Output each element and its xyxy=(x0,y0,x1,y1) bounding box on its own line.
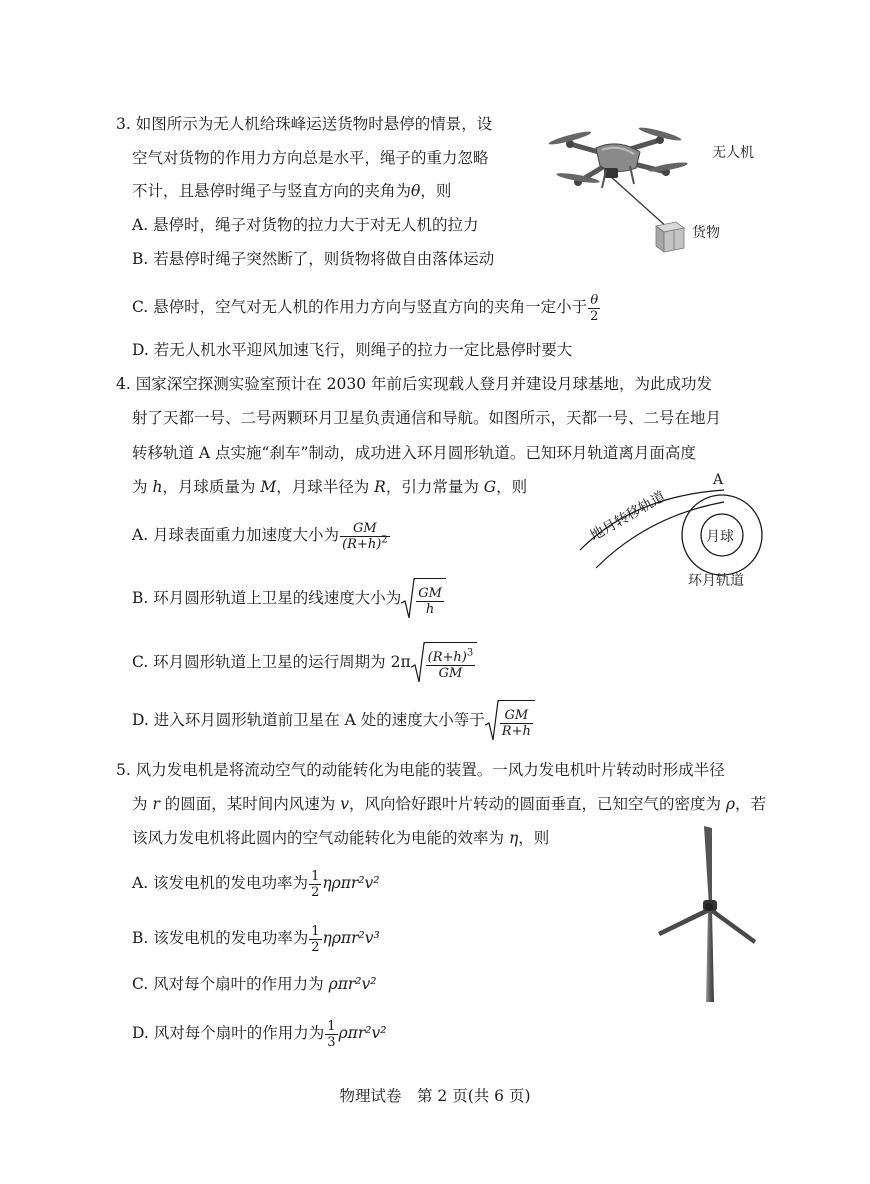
q3-stem-line-1: 3. 如图所示为无人机给珠峰运送货物时悬停的情景，设 xyxy=(116,115,493,133)
sqrt-gm-over-r-plus-h: $\frac{GM}{R+h}$ xyxy=(485,700,535,742)
sqrt-gm-over-h: $\frac{GM}{h}$ xyxy=(401,578,446,620)
one-half-fraction: $\frac{1}{2}$ xyxy=(311,923,320,955)
page-footer: 物理试卷 第 2 页(共 6 页) xyxy=(339,1087,531,1105)
q4-stem-line-3: 转移轨道 A 点实施“刹车”制动，成功进入环月圆形轨道。已知环月轨道离月面高度 xyxy=(132,444,696,462)
lunar-orbit-label: 环月轨道 xyxy=(688,573,744,589)
q4-stem-line-4: 为 h，月球质量为 M，月球半径为 R，引力常量为 G，则 xyxy=(132,478,528,496)
q4-option-b: B. 环月圆形轨道上卫星的线速度大小为 $\frac{GM}{h}$ xyxy=(132,578,446,620)
q4-option-c: C. 环月圆形轨道上卫星的运行周期为 2π $\frac{(R+h)^3}{GM}$ xyxy=(132,642,477,684)
q5-option-d: D. 风对每个扇叶的作用力为 $\frac{1}{3}$ ρπr²v² xyxy=(132,1018,387,1050)
turbine-tower xyxy=(706,910,714,1002)
q4-stem-line-1: 4. 国家深空探测实验室预计在 2030 年前后实现载人登月并建设月球基地，为此成功发 xyxy=(116,375,713,393)
q5-stem-line-1: 5. 风力发电机是将流动空气的动能转化为电能的装置。一风力发电机叶片转动时形成半径 xyxy=(116,761,725,779)
q3-option-c: C. 悬停时，空气对无人机的作用力方向与竖直方向的夹角一定小于 $\frac{\theta}{2}$ xyxy=(132,292,599,324)
turbine-blade-up xyxy=(704,826,712,906)
cargo-label: 货物 xyxy=(692,225,720,241)
q4-option-d: D. 进入环月圆形轨道前卫星在 A 处的速度大小等于 $\frac{GM}{R+h}$ xyxy=(132,700,535,742)
q5-stem-line-2: 为 r 的圆面，某时间内风速为 v，风向恰好跟叶片转动的圆面垂直，已知空气的密度为 ρ，若 xyxy=(132,795,767,813)
q4-stem-line-2: 射了天都一号、二号两颗环月卫星负责通信和导航。如图所示，天都一号、二号在地月 xyxy=(132,409,722,427)
point-a-label: A xyxy=(713,472,724,488)
q3-option-b: B. 若悬停时绳子突然断了，则货物将做自由落体运动 xyxy=(132,250,495,268)
q4-option-a: A. 月球表面重力加速度大小为 $\frac{GM}{(R+h)^2}$ xyxy=(132,520,388,552)
one-third-fraction: $\frac{1}{3}$ xyxy=(327,1018,336,1050)
sqrt-rh3-over-gm: $\frac{(R+h)^3}{GM}$ xyxy=(411,642,478,684)
q3-option-a: A. 悬停时，绳子对货物的拉力大于对无人机的拉力 xyxy=(132,216,479,234)
wind-turbine-figure xyxy=(656,822,760,1004)
gm-over-rh2-fraction: $\frac{GM}{(R+h)^2}$ xyxy=(342,520,388,552)
q5-stem-line-3: 该风力发电机将此圆内的空气动能转化为电能的效率为 η，则 xyxy=(132,829,550,847)
q3-stem-line-3: 不计，且悬停时绳子与竖直方向的夹角为θ，则 xyxy=(132,182,452,200)
turbine-hub xyxy=(705,903,713,911)
drone-label: 无人机 xyxy=(712,145,754,161)
moon-label: 月球 xyxy=(706,529,734,545)
q3-option-d: D. 若无人机水平迎风加速飞行，则绳子的拉力一定比悬停时要大 xyxy=(132,341,573,359)
q3-stem-line-2: 空气对货物的作用力方向总是水平，绳子的重力忽略 xyxy=(132,149,489,167)
q5-option-b: B. 该发电机的发电功率为 $\frac{1}{2}$ ηρπr²v³ xyxy=(132,923,380,955)
turbine-blade-right xyxy=(710,908,756,944)
one-half-fraction: $\frac{1}{2}$ xyxy=(311,868,320,900)
transfer-orbit-label: 地月转移轨道 xyxy=(587,488,669,545)
turbine-blade-left xyxy=(658,908,710,936)
theta-over-2-fraction: $\frac{\theta}{2}$ xyxy=(590,292,599,324)
cargo-box xyxy=(656,222,684,252)
q5-option-c: C. 风对每个扇叶的作用力为 ρπr²v² xyxy=(132,975,377,993)
q5-option-a: A. 该发电机的发电功率为 $\frac{1}{2}$ ηρπr²v² xyxy=(132,868,380,900)
